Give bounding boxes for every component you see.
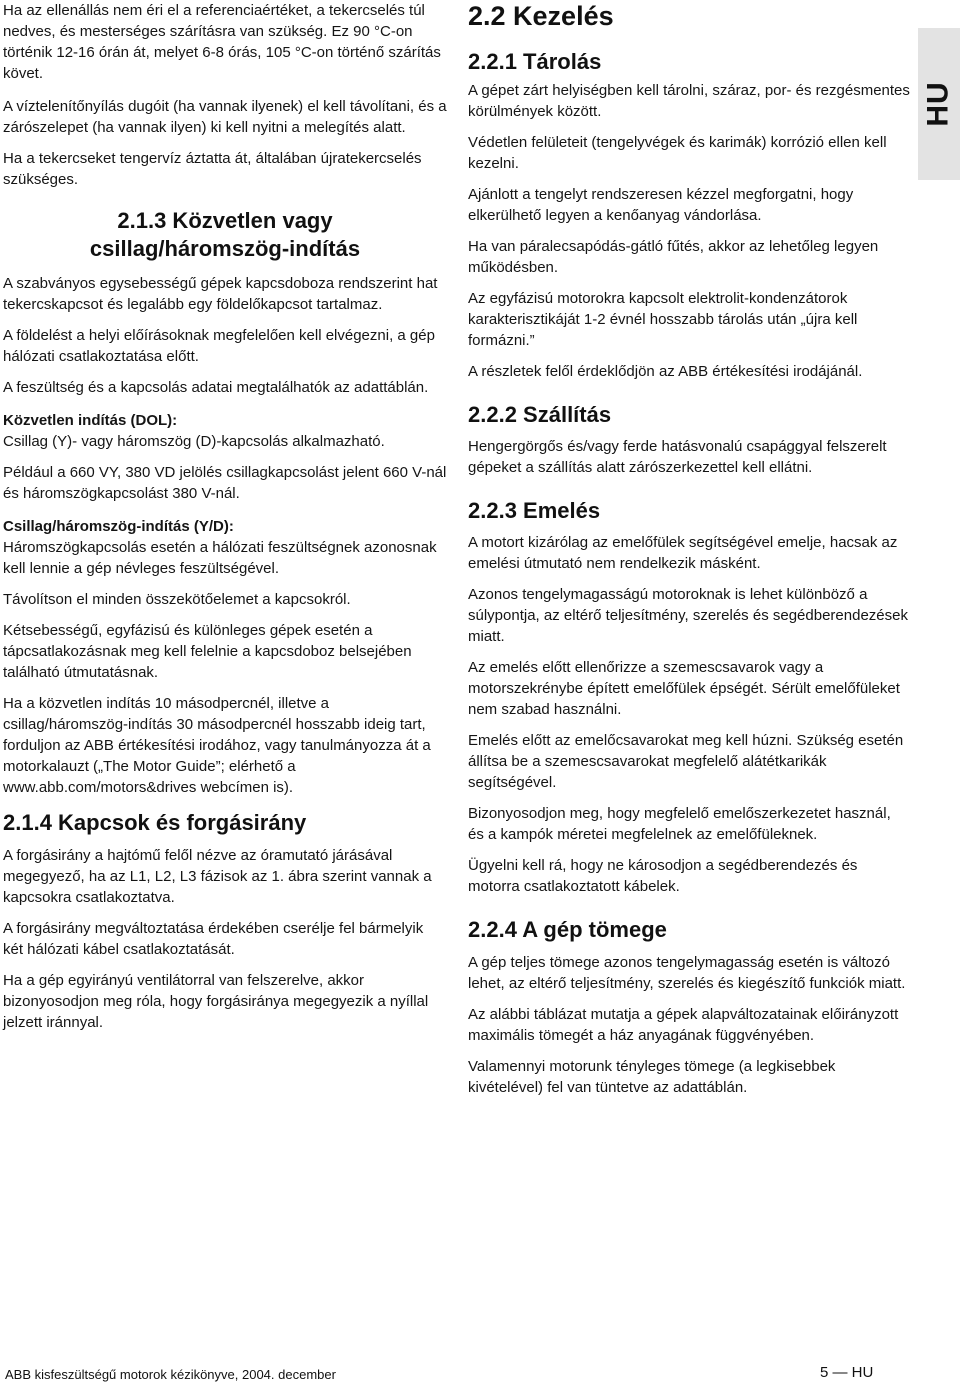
right-column [468,0,910,1108]
footer-page-number: 5 — HU [820,1364,874,1381]
left-column [3,0,447,1043]
dol-title: Közvetlen indítás (DOL): [3,412,178,429]
section-2-2-4-heading: 2.2.4 A gép tömege [468,917,667,942]
s221-paragraph-6: A részletek felől érdeklődjön az ABB értékesítési irodájánál. [468,363,863,380]
s224-paragraph-1: A gép teljes tömege azonos tengelymagasság esetén is változó lehet, az eltérő teljesítmény, szerelés és kiegészítő funkciók miatt. [468,954,906,992]
s221-paragraph-1: A gépet zárt helyiségben kell tárolni, száraz, por- és rezgésmentes körülmények között. [468,82,910,120]
section-2-1-4-heading: 2.1.4 Kapcsok és forgásirány [3,810,307,835]
section-2-2-2-heading: 2.2.2 Szállítás [468,402,612,427]
section-2-2-heading: 2.2 Kezelés [468,1,614,31]
s213-paragraph-terminals: A szabványos egysebességű gépek kapcsdoboza rendszerint hat tekercskapcsot és legalább egy földelőkapcsot tartalmaz. [3,275,438,313]
s223-paragraph-2: Azonos tengelymagasságú motoroknak is lehet különböző a súlypontja, az eltérő teljesítmény, szerelés és segédberendezések miatt. [468,586,908,645]
s213-dol-block [3,410,447,452]
s223-paragraph-3: Az emelés előtt ellenőrizze a szemescsavarok vagy a motorszekrénybe épített emelőfülek épségét. Sérült emelőfüleket nem szabad használni. [468,659,900,718]
s214-paragraph-rotation: A forgásirány a hajtómű felől nézve az óramutató járásával megegyező, ha az L1, L2, L3 fázisok az 1. ábra szerint vannak a kapcsokra csatlakoztatva. [3,847,432,906]
section-2-2-1-heading: 2.2.1 Tárolás [468,49,602,74]
dol-text: Csillag (Y)- vagy háromszög (D)-kapcsolás alkalmazható. [3,433,385,450]
s223-paragraph-4: Emelés előtt az emelőcsavarokat meg kell húzni. Szükség esetén állítsa be a szemescsavarokat megfelelő alátétkarikák segítségével. [468,732,904,791]
s223-paragraph-1: A motort kizárólag az emelőfülek segítségével emelje, hacsak az emelési útmutató nem rendelkezik másként. [468,534,898,572]
s213-paragraph-example: Például a 660 VY, 380 VD jelölés csillagkapcsolást jelent 660 V-nál és háromszögkapcsolást 380 V-nál. [3,464,447,502]
s213-yd-block [3,516,447,579]
footer-title: ABB kisfeszültségű motorok kézikönyve, 2004. december [5,1367,336,1382]
s213-paragraph-two-speed: Kétsebességű, egyfázisú és különleges gépek esetén a tápcsatlakozásnak meg kell felelnie a kapcsdoboz belsejében található útmutatásnak. [3,622,412,681]
s221-paragraph-2: Védetlen felületeit (tengelyvégek és karimák) korrózió ellen kell kezelni. [468,134,887,172]
s224-paragraph-2: Az alábbi táblázat mutatja a gépek alapváltozatainak előirányzott maximális tömegét a ház anyagának függvényében. [468,1006,899,1044]
s221-paragraph-4: Ha van páralecsapódás-gátló fűtés, akkor az lehetőleg legyen működésben. [468,238,879,276]
intro-paragraph-drain-plugs: A víztelenítőnyílás dugóit (ha vannak ilyenek) el kell távolítani, és a zárószelepet (ha vannak ilyen) ki kell nyitni a melegítés alatt. [3,98,447,136]
s221-paragraph-5: Az egyfázisú motorokra kapcsolt elektrolit-kondenzátorok karakterisztikáját 1-2 évnél hosszabb tárolás után „újra kell formázni.” [468,290,858,349]
section-2-1-3-heading: 2.1.3 Közvetlen vagy csillag/háromszög-indítás [89,208,361,261]
section-2-2-3-heading: 2.2.3 Emelés [468,498,601,523]
s223-paragraph-6: Ügyelni kell rá, hogy ne károsodjon a segédberendezés és motorra csatlakoztatott kábelek. [468,857,858,895]
language-tab-label: HU [922,81,955,127]
intro-paragraph-seawater: Ha a tekercseket tengervíz áztatta át, általában újratekercselés szükséges. [3,150,422,188]
language-side-tab [918,28,960,180]
s213-paragraph-start-time: Ha a közvetlen indítás 10 másodpercnél, illetve a csillag/háromszög-indítás 30 másodpercnél hosszabb ideig tart, forduljon az ABB értékesítési irodához, vagy tanulmányozza át a motorkalauzt („The Motor Guide”; elérhető a www.abb.com/motors&drives webcímen is). [3,695,431,796]
s213-paragraph-rating-plate: A feszültség és a kapcsolás adatai megtalálhatók az adattáblán. [3,379,429,396]
s213-paragraph-earthing: A földelést a helyi előírásoknak megfelelően kell elvégezni, a gép hálózati csatlakoztatása előtt. [3,327,435,365]
s224-paragraph-3: Valamennyi motorunk tényleges tömege (a legkisebbek kivételével) fel van tüntetve az adattáblán. [468,1058,836,1096]
s222-paragraph-1: Hengergörgős és/vagy ferde hatásvonalú csapággyal felszerelt gépeket a szállítás alatt zárószerkezettel kell ellátni. [468,438,887,476]
s221-paragraph-3: Ajánlott a tengelyt rendszeresen kézzel megforgatni, hogy elkerülhető legyen a kenőanyag vándorlása. [468,186,854,224]
s214-paragraph-fan: Ha a gép egyirányú ventilátorral van felszerelve, akkor bizonyosodjon meg róla, hogy forgásiránya megegyezik a nyíllal jelzett iránnyal. [3,972,429,1031]
yd-title: Csillag/háromszög-indítás (Y/D): [3,518,234,535]
s213-paragraph-remove-links: Távolítson el minden összekötőelemet a kapcsokról. [3,591,351,608]
s223-paragraph-5: Bizonyosodjon meg, hogy megfelelő emelőszerkezetet használ, és a kampók méretei megfelelnek az emelőfüleknek. [468,805,891,843]
intro-paragraph-drying: Ha az ellenállás nem éri el a referenciaértéket, a tekercselés túl nedves, és mesterséges szárításra van szükség. Ez 90 °C-on történik 12-16 órán át, melyet 6-8 órás, 105 °C-on történő szárítás követ. [3,2,441,82]
s214-paragraph-change: A forgásirány megváltoztatása érdekében cserélje fel bármelyik két hálózati kábel csatlakoztatását. [3,920,424,958]
yd-text: Háromszögkapcsolás esetén a hálózati feszültségnek azonosnak kell lennie a gép névleges feszültségével. [3,539,437,577]
